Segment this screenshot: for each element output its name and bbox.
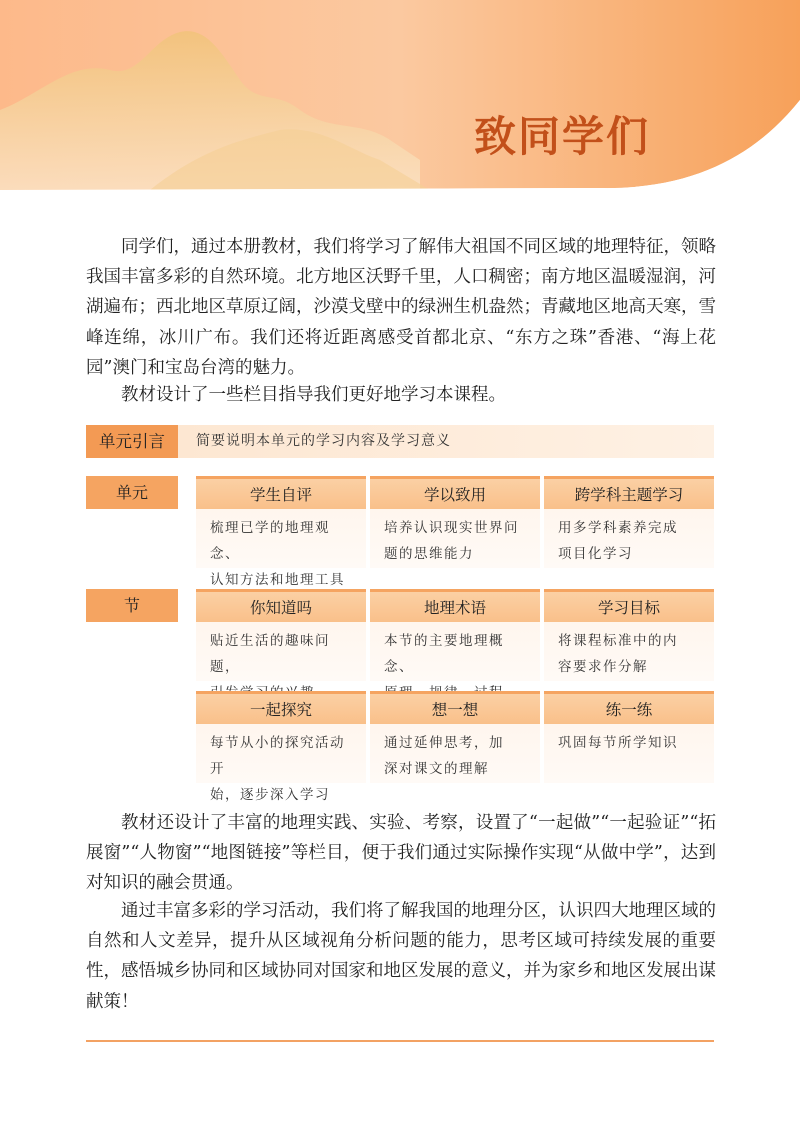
card-title: 你知道吗 — [196, 589, 366, 622]
card-description: 梳理已学的地理观念、 认知方法和地理工具 — [196, 509, 366, 568]
card-description: 用多学科素养完成 项目化学习 — [544, 509, 714, 568]
card-title: 练一练 — [544, 691, 714, 724]
closing-paragraph: 通过丰富多彩的学习活动，我们将了解我国的地理分区，认识四大地理区域的自然和人文差异，提升从区域视角分析问题的能力，思考区域可持续发展的重要性，感悟城乡协同和区域协同对国家和地区发展的意义，并为家乡和地区发展出谋献策！ — [86, 901, 716, 1012]
card-think-about-it — [370, 691, 540, 783]
card-title: 地理术语 — [370, 589, 540, 622]
columns-intro-paragraph: 教材设计了一些栏目指导我们更好地学习本课程。 — [121, 385, 506, 405]
card-description: 贴近生活的趣味问题， — [196, 622, 366, 681]
card-description: 通过延伸思考，加 深对课文的理解 — [370, 724, 540, 783]
header-banner — [0, 0, 800, 200]
card-apply-learning — [370, 476, 540, 568]
card-description: 每节从小的探究活动开 始，逐步深入学习 — [196, 724, 366, 783]
card-learning-goals — [544, 589, 714, 681]
card-title: 学生自评 — [196, 476, 366, 509]
section-row-label: 节 — [86, 589, 178, 622]
unit-intro-text: 简要说明本单元的学习内容及学习意义 — [178, 425, 714, 458]
bottom-divider — [86, 1040, 714, 1042]
mountain-banner-graphic — [0, 0, 800, 200]
unit-intro-label: 单元引言 — [86, 425, 178, 458]
card-description: 本节的主要地理概念、 — [370, 622, 540, 681]
card-description: 培养认识现实世界问 题的思维能力 — [370, 509, 540, 568]
card-title: 跨学科主题学习 — [544, 476, 714, 509]
card-description: 巩固每节所学知识 — [544, 724, 714, 783]
card-geography-terms — [370, 589, 540, 681]
card-title: 学以致用 — [370, 476, 540, 509]
unit-row-label: 单元 — [86, 476, 178, 509]
card-explore-together — [196, 691, 366, 803]
card-title: 学习目标 — [544, 589, 714, 622]
page-title: 致同学们 — [474, 112, 651, 161]
card-practice — [544, 691, 714, 783]
card-title: 想一想 — [370, 691, 540, 724]
unit-intro-row — [86, 425, 714, 458]
card-interdisciplinary-learning — [544, 476, 714, 568]
practice-paragraph: 教材还设计了丰富的地理实践、实验、考察，设置了“一起做”“一起验证”“拓展窗”“人物窗”“地图链接”等栏目，便于我们通过实际操作实现“从做中学”，达到对知识的融会贯通。 — [86, 813, 716, 894]
card-title: 一起探究 — [196, 691, 366, 724]
intro-paragraph: 同学们，通过本册教材，我们将学习了解伟大祖国不同区域的地理特征，领略我国丰富多彩的自然环境。北方地区沃野千里，人口稠密；南方地区温暖湿润，河湖遍布；西北地区草原辽阔，沙漠戈壁中的绿洲生机盎然；青藏地区地高天寒，雪峰连绵，冰川广布。我们还将近距离感受首都北京、“东方之珠”香港、“海上花园”澳门和宝岛台湾的魅力。 — [86, 237, 716, 378]
card-description: 将课程标准中的内 容要求作分解 — [544, 622, 714, 681]
card-student-self-assessment — [196, 476, 366, 588]
card-did-you-know — [196, 589, 366, 681]
